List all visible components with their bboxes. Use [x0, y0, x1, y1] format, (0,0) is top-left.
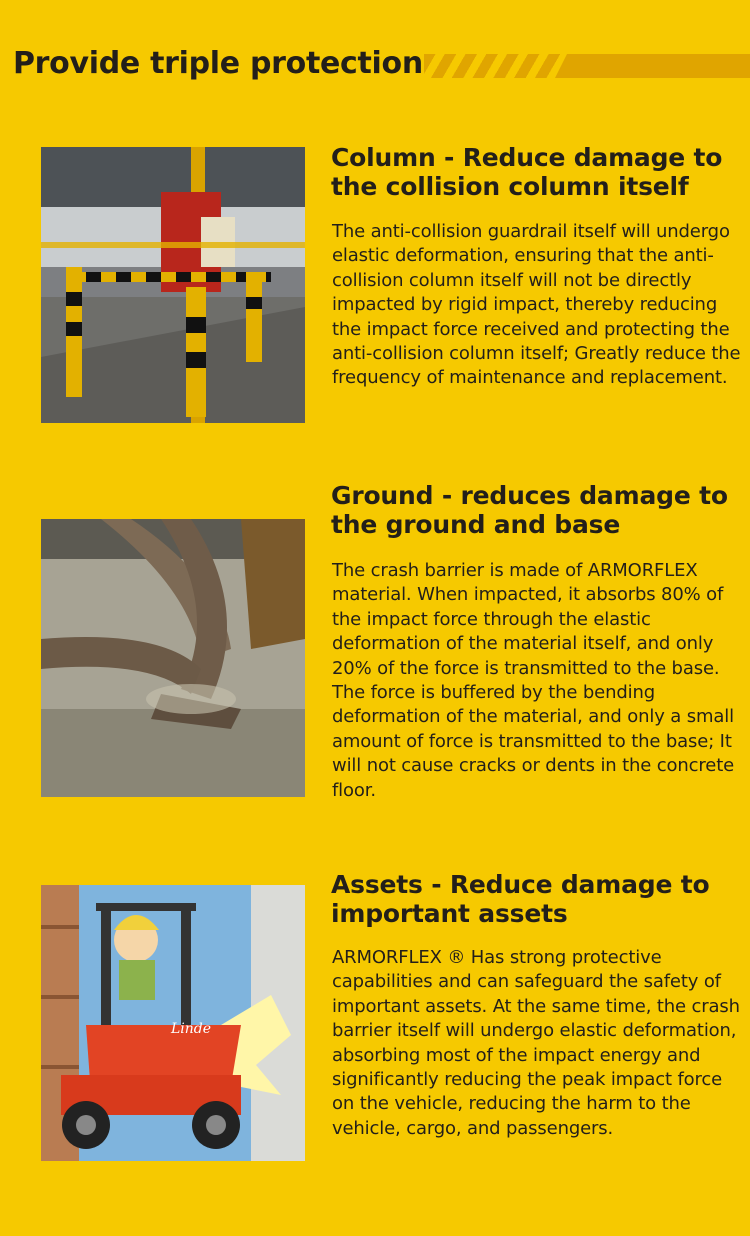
column-guardrail-photo: [41, 147, 305, 423]
section-header: [0, 40, 750, 96]
ground-description: The crash barrier is made of ARMORFLEX material. When impacted, it absorbs 80% of the impact force through the elastic deformation of the material itself, and only 20% of the force is transmitted to the base. The force is buffered by the bending deformation of the material, and only a small amount of force is transmitted to the base; It will not cause cracks or dents in the concrete floor.: [332, 560, 735, 801]
forklift-brand-text: Linde: [171, 1021, 212, 1037]
ground-title: Ground - reduces damage to the ground and base: [331, 481, 728, 539]
column-description: The anti-collision guardrail itself will undergo elastic deformation, ensuring that the anti-collision column itself will not be directly impacted by rigid impact, thereby reducing the impact force received and protecting the anti-collision column itself; Greatly reduce the frequency of maintenance and replacement.: [332, 221, 741, 389]
decorative-bar: [555, 54, 750, 78]
assets-description: ARMORFLEX ® Has strong protective capabilities and can safeguard the safety of important assets. At the same time, the crash barrier itself will undergo elastic deformation, absorbing most of the impact energy and significantly reducing the peak impact force on the vehicle, reducing the harm to the vehicle, cargo, and passengers.: [332, 947, 740, 1139]
bent-barrier-photo: [41, 519, 305, 797]
page-title: Provide triple protection: [13, 46, 423, 81]
column-title: Column - Reduce damage to the collision column itself: [331, 143, 723, 201]
assets-title: Assets - Reduce damage to important assets: [331, 870, 710, 928]
forklift-illustration: [41, 885, 305, 1161]
decorative-stripes: [424, 54, 564, 78]
